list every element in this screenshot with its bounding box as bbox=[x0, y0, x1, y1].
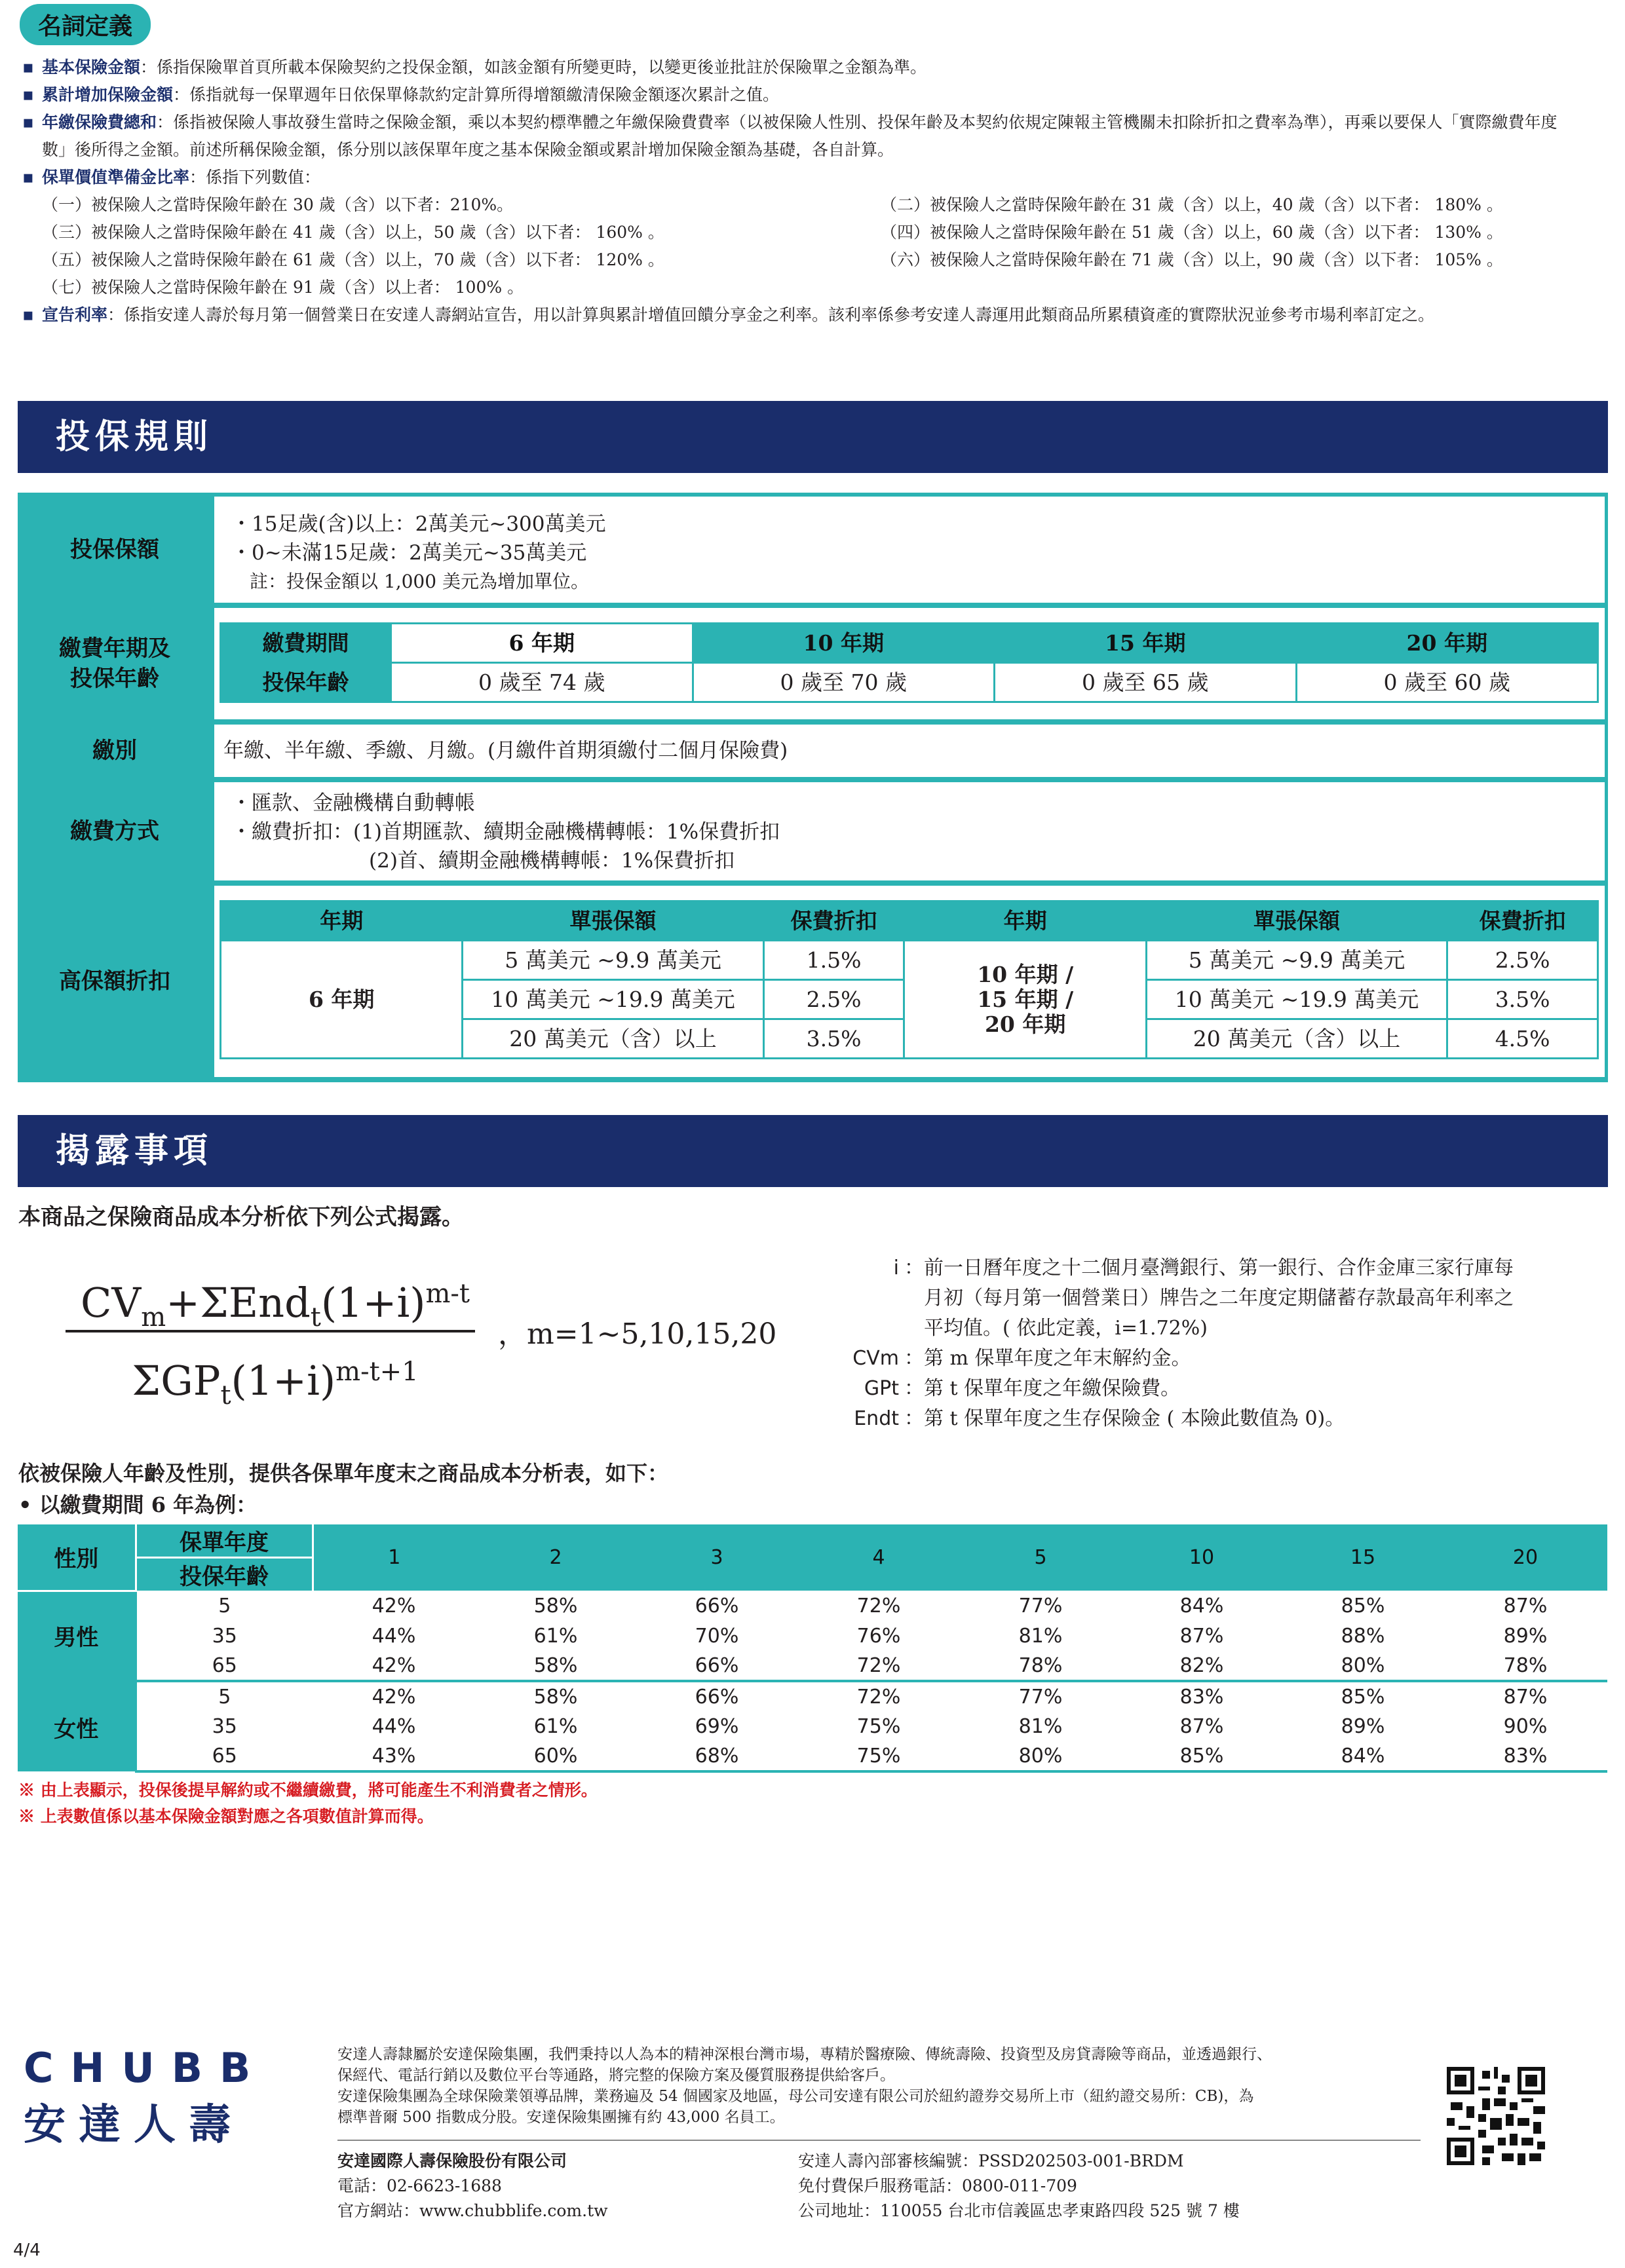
table-row bbox=[18, 1651, 1607, 1681]
ratio-cell: 42% bbox=[372, 1594, 416, 1617]
ratio-cell: 89% bbox=[1341, 1714, 1385, 1738]
ratio-cell: 42% bbox=[313, 1681, 475, 1711]
rule-row-mode bbox=[18, 725, 1608, 777]
rule-label bbox=[18, 608, 212, 719]
ratio-cell: 61% bbox=[533, 1714, 578, 1738]
col-entry-age: 投保年齡 bbox=[136, 1558, 313, 1591]
ratio-cell: 87% bbox=[1443, 1681, 1607, 1711]
rule-line: ・匯款、金融機構自動轉帳 bbox=[231, 791, 475, 815]
ratio-cell: 83% bbox=[1443, 1741, 1607, 1771]
rule-label: 高保額折扣 bbox=[59, 968, 170, 994]
rules-table bbox=[18, 493, 1608, 1082]
ratio-cell: 80% bbox=[1341, 1654, 1385, 1677]
ratio-cell: 77% bbox=[960, 1681, 1121, 1711]
table-row bbox=[18, 1681, 1607, 1711]
legend-item bbox=[826, 1344, 1612, 1374]
legend-symbol: i bbox=[893, 1257, 899, 1279]
rule-label-line: 繳費年期及 bbox=[59, 635, 170, 662]
footer-info bbox=[798, 2149, 1240, 2223]
period-cell: 10 年期 bbox=[693, 624, 995, 663]
definition-text: ：係指保險單首頁所載本保險契約之投保金額，如該金額有所變更時，以變更後並批註於保險單之金額為準。 bbox=[140, 58, 927, 77]
year-head: 1 bbox=[313, 1524, 475, 1591]
definition-term: 基本保險金額 bbox=[42, 58, 141, 77]
formula-denominator: $\Sigma GP_t(1+i)^{m-t+1}$ bbox=[132, 1357, 419, 1410]
discount-head: 年期 bbox=[221, 901, 463, 941]
discount-rate: 4.5% bbox=[1447, 1019, 1598, 1059]
definition-term: 宣告利率 bbox=[42, 305, 108, 324]
rule-line: (2)首、續期金融機構轉帳：1%保費折扣 bbox=[369, 849, 735, 873]
note-line: ※ 由上表顯示，投保後提早解約或不繼續繳費，將可能產生不利消費者之情形。 bbox=[18, 1781, 598, 1800]
age-cell: 0 歲至 74 歲 bbox=[391, 663, 693, 702]
age-cell: 65 bbox=[136, 1741, 313, 1771]
footer-contact bbox=[337, 2149, 608, 2223]
discount-head: 保費折扣 bbox=[763, 901, 904, 941]
formula-m-range: ，m=1~5,10,15,20 bbox=[498, 1317, 777, 1351]
ratio-cell: 66% bbox=[636, 1681, 797, 1711]
age-cell: 5 bbox=[136, 1681, 313, 1711]
ratio-cell: 78% bbox=[1018, 1654, 1063, 1677]
discount-head: 保費折扣 bbox=[1447, 901, 1598, 941]
ratio-cell: 87% bbox=[1179, 1714, 1224, 1738]
table-row bbox=[18, 1591, 1607, 1621]
ratio-cell: 85% bbox=[1121, 1741, 1282, 1771]
discount-head: 單張保額 bbox=[463, 901, 763, 941]
period-cell: 20 年期 bbox=[1296, 624, 1598, 663]
ratio-item: （四）被保險人之當時保險年齡在 51 歲（含）以上，60 歲（含）以下者： 130% 。 bbox=[881, 223, 1503, 242]
cost-table-intro-line: • 以繳費期間 6 年為例： bbox=[18, 1492, 258, 1517]
ratio-cell: 58% bbox=[533, 1654, 578, 1677]
term-line: 15 年期 / bbox=[977, 986, 1074, 1012]
ratio-cell: 72% bbox=[856, 1594, 901, 1617]
ratio-cell: 61% bbox=[533, 1624, 578, 1648]
rule-line: ・15足歲(含)以上：2萬美元~300萬美元 bbox=[231, 512, 606, 536]
discount-head: 單張保額 bbox=[1146, 901, 1447, 941]
rules-section-title: 投保規則 bbox=[18, 401, 1608, 473]
term-line: 10 年期 / bbox=[977, 961, 1074, 987]
ratio-cell: 72% bbox=[856, 1654, 901, 1677]
ratio-cell: 85% bbox=[1282, 1681, 1443, 1711]
table-row bbox=[18, 1741, 1607, 1771]
year-head: 2 bbox=[475, 1524, 636, 1591]
definition-item bbox=[18, 301, 1604, 329]
discount-amount: 5 萬美元 ~9.9 萬美元 bbox=[1146, 941, 1447, 980]
age-cell: 0 歲至 60 歲 bbox=[1296, 663, 1598, 702]
ratio-cell: 66% bbox=[695, 1654, 739, 1677]
bullet-icon: ▪ bbox=[22, 58, 34, 77]
qr-code-icon bbox=[1447, 2067, 1545, 2165]
ratio-cell: 58% bbox=[533, 1594, 578, 1617]
ratio-list bbox=[18, 191, 1604, 301]
bullet-icon: ▪ bbox=[22, 168, 34, 187]
formula-legend bbox=[826, 1253, 1612, 1434]
chubb-logo: CHUBB bbox=[24, 2044, 268, 2092]
ratio-item: （三）被保險人之當時保險年齡在 41 歲（含）以上，50 歲（含）以下者： 160% 。 bbox=[42, 223, 664, 242]
discount-term: 6 年期 bbox=[221, 941, 463, 1059]
ratio-cell: 75% bbox=[797, 1741, 960, 1771]
ratio-cell: 60% bbox=[475, 1741, 636, 1771]
disclosure-notes bbox=[18, 1777, 598, 1830]
ratio-cell: 81% bbox=[1018, 1714, 1063, 1738]
definition-term: 年繳保險費總和 bbox=[42, 113, 157, 132]
year-head: 4 bbox=[797, 1524, 960, 1591]
col-policy-year: 保單年度 bbox=[136, 1524, 313, 1558]
discount-table bbox=[220, 900, 1599, 1059]
term-age-table bbox=[220, 622, 1599, 703]
age-cell: 35 bbox=[136, 1711, 313, 1741]
rule-row-term-age bbox=[18, 608, 1608, 719]
cost-table-intro-line: 依被保險人年齡及性別，提供各保單年度末之商品成本分析表，如下： bbox=[18, 1461, 669, 1486]
legend-symbol: Endt bbox=[854, 1407, 899, 1430]
term-line: 20 年期 bbox=[984, 1011, 1066, 1037]
ratio-cell: 66% bbox=[695, 1594, 739, 1617]
company-website: 官方網站：www.chubblife.com.tw bbox=[337, 2201, 608, 2220]
discount-amount: 20 萬美元（含）以上 bbox=[1146, 1019, 1447, 1059]
legend-item bbox=[826, 1253, 1612, 1344]
discount-rate: 1.5% bbox=[763, 941, 904, 980]
footer-divider bbox=[337, 2140, 1421, 2141]
age-cell: 65 bbox=[136, 1651, 313, 1681]
age-cell: 5 bbox=[136, 1591, 313, 1621]
discount-rate: 3.5% bbox=[763, 1019, 904, 1059]
ratio-cell: 72% bbox=[797, 1681, 960, 1711]
ratio-cell: 84% bbox=[1282, 1741, 1443, 1771]
definition-text: ：係指下列數值： bbox=[189, 168, 321, 187]
definition-text: ：係指就每一保單週年日依保單條款約定計算所得增額繳清保險金額逐次累計之值。 bbox=[173, 85, 780, 104]
service-hotline: 免付費保戶服務電話：0800-011-709 bbox=[798, 2176, 1077, 2195]
rule-content bbox=[214, 497, 1605, 603]
definitions-title: 名詞定義 bbox=[20, 4, 151, 45]
term-head: 繳費期間 bbox=[221, 624, 391, 663]
ratio-cell: 90% bbox=[1503, 1714, 1548, 1738]
legend-symbol: CVm bbox=[852, 1347, 899, 1370]
desc-line: 安達人壽隸屬於安達保險集團，我們秉持以人為本的精神深根台灣市場，專精於醫療險、傳統壽險、投資型及房貸壽險等商品，並透過銀行、 bbox=[337, 2046, 1272, 2063]
age-cell: 0 歲至 65 歲 bbox=[995, 663, 1297, 702]
ratio-cell: 44% bbox=[372, 1624, 416, 1648]
ratio-cell: 58% bbox=[475, 1681, 636, 1711]
gender-cell: 男性 bbox=[18, 1591, 136, 1681]
ratio-item: （七）被保險人之當時保險年齡在 91 歲（含）以上者： 100% 。 bbox=[42, 278, 524, 297]
definition-item bbox=[18, 54, 1604, 81]
legend-line: 月初（每月第一個營業日）牌告之二年度定期儲蓄存款最高年利率之 bbox=[924, 1287, 1514, 1310]
definition-item bbox=[18, 109, 1604, 164]
definitions-list bbox=[18, 54, 1604, 329]
ratio-item: （五）被保險人之當時保險年齡在 61 歲（含）以上，70 歲（含）以下者： 120% 。 bbox=[42, 250, 664, 269]
bullet-icon: ▪ bbox=[22, 85, 34, 105]
rule-label: 繳別 bbox=[92, 738, 137, 764]
rule-note: 註：投保金額以 1,000 美元為增加單位。 bbox=[250, 571, 589, 592]
cost-analysis-table bbox=[18, 1524, 1607, 1773]
year-head: 15 bbox=[1282, 1524, 1443, 1591]
rule-content bbox=[214, 886, 1605, 1077]
rule-content: 年繳、半年繳、季繳、月繳。(月繳件首期須繳付二個月保險費) bbox=[214, 725, 1605, 777]
rule-content bbox=[214, 608, 1605, 719]
company-description bbox=[337, 2044, 1432, 2128]
legend-item bbox=[826, 1374, 1612, 1404]
year-head: 10 bbox=[1121, 1524, 1282, 1591]
ratio-cell: 69% bbox=[695, 1714, 739, 1738]
ratio-cell: 87% bbox=[1503, 1594, 1548, 1617]
rule-label: 投保保額 bbox=[70, 537, 159, 563]
formula-numerator: $CV_m+\Sigma End_t(1+i)^{m-t}$ bbox=[80, 1279, 470, 1332]
col-gender: 性別 bbox=[18, 1524, 136, 1591]
disclosure-section-title: 揭露事項 bbox=[18, 1115, 1608, 1187]
review-number: 安達人壽內部審核編號：PSSD202503-001-BRDM bbox=[798, 2151, 1184, 2170]
ratio-cell: 80% bbox=[960, 1741, 1121, 1771]
ratio-cell: 76% bbox=[856, 1624, 901, 1648]
legend-line: 平均值。( 依此定義，i=1.72%) bbox=[924, 1317, 1208, 1340]
gender-cell: 女性 bbox=[18, 1681, 136, 1771]
age-cell: 0 歲至 70 歲 bbox=[693, 663, 995, 702]
definition-item bbox=[18, 164, 1604, 191]
ratio-cell: 82% bbox=[1179, 1654, 1224, 1677]
rule-label-line: 投保年齡 bbox=[70, 666, 159, 692]
ratio-cell: 42% bbox=[372, 1654, 416, 1677]
period-cell: 6 年期 bbox=[391, 624, 693, 663]
legend-symbol: GPt bbox=[864, 1377, 899, 1400]
discount-amount: 10 萬美元 ~19.9 萬美元 bbox=[1146, 980, 1447, 1019]
ratio-item: （六）被保險人之當時保險年齡在 71 歲（含）以上，90 歲（含）以下者： 105% 。 bbox=[881, 250, 1503, 269]
bullet-icon: ▪ bbox=[22, 113, 34, 132]
rule-content bbox=[214, 782, 1605, 880]
discount-rate: 3.5% bbox=[1447, 980, 1598, 1019]
desc-line: 標準普爾 500 指數成分股。安達保險集團擁有約 43,000 名員工。 bbox=[337, 2109, 785, 2126]
ratio-cell: 81% bbox=[1018, 1624, 1063, 1648]
year-head: 5 bbox=[960, 1524, 1121, 1591]
rule-label: 繳費方式 bbox=[70, 818, 159, 844]
page-number: 4/4 bbox=[13, 2240, 41, 2260]
discount-head: 年期 bbox=[904, 901, 1146, 941]
discount-rate: 2.5% bbox=[1447, 941, 1598, 980]
cost-table-intro bbox=[18, 1458, 668, 1521]
note-line: ※ 上表數值係以基本保險金額對應之各項數值計算而得。 bbox=[18, 1807, 434, 1826]
legend-text bbox=[904, 1253, 1612, 1344]
rule-row-discount bbox=[18, 886, 1608, 1077]
ratio-cell: 89% bbox=[1503, 1624, 1548, 1648]
discount-term bbox=[904, 941, 1146, 1059]
age-head: 投保年齡 bbox=[221, 663, 391, 702]
ratio-cell: 44% bbox=[372, 1714, 416, 1738]
age-cell: 35 bbox=[136, 1621, 313, 1651]
desc-line: 保經代、電話行銷以及數位平台等通路，將完整的保險方案及優質服務提供給客戶。 bbox=[337, 2067, 895, 2084]
table-row bbox=[18, 1621, 1607, 1651]
rule-row-amount bbox=[18, 497, 1608, 603]
rule-line: ・0~未滿15足歲：2萬美元~35萬美元 bbox=[231, 541, 587, 565]
discount-amount: 20 萬美元（含）以上 bbox=[463, 1019, 763, 1059]
definition-item bbox=[18, 81, 1604, 109]
ratio-cell: 88% bbox=[1341, 1624, 1385, 1648]
discount-rate: 2.5% bbox=[763, 980, 904, 1019]
definition-text: ：係指安達人壽於每月第一個營業日在安達人壽網站宣告，用以計算與累計增值回饋分享金之利率。該利率係參考安達人壽運用此類商品所累積資產的實際狀況並參考市場利率訂定之。 bbox=[107, 305, 1435, 324]
legend-item bbox=[826, 1404, 1612, 1434]
ratio-cell: 78% bbox=[1503, 1654, 1548, 1677]
ratio-item: （二）被保險人之當時保險年齡在 31 歲（含）以上，40 歲（含）以下者： 180% 。 bbox=[881, 195, 1503, 214]
cost-formula bbox=[66, 1258, 485, 1411]
discount-amount: 5 萬美元 ~9.9 萬美元 bbox=[463, 941, 763, 980]
definition-text: ：係指被保險人事故發生當時之保險金額，乘以本契約標準體之年繳保險費費率（以被保險人性別、投保年齡及本契約依規定陳報主管機關未扣除折扣之費率為準），再乘以要保人「實際繳費年度數」後所得之金額。前述所稱保險金額，係分別以該保單年度之基本保險金額或累計增加保險金額為基礎，各自計算。 bbox=[42, 113, 1558, 159]
legend-line: ：前一日曆年度之十二個月臺灣銀行、第一銀行、合作金庫三家行庫每 bbox=[904, 1257, 1514, 1279]
company-name: 安達國際人壽保險股份有限公司 bbox=[337, 2151, 567, 2170]
bullet-icon: ▪ bbox=[22, 305, 34, 325]
desc-line: 安達保險集團為全球保險業領導品牌，業務遍及 54 個國家及地區，母公司安達有限公司於紐約證券交易所上市（紐約證交易所：CB)，為 bbox=[337, 2088, 1254, 2105]
company-address: 公司地址：110055 台北市信義區忠孝東路四段 525 號 7 樓 bbox=[798, 2201, 1240, 2220]
table-row bbox=[18, 1711, 1607, 1741]
legend-text: ：第 m 保單年度之年末解約金。 bbox=[904, 1347, 1191, 1370]
disclosure-intro: 本商品之保險商品成本分析依下列公式揭露。 bbox=[18, 1204, 464, 1230]
legend-text: ：第 t 保單年度之年繳保險費。 bbox=[904, 1377, 1181, 1400]
definition-term: 保單價值準備金比率 bbox=[42, 168, 190, 187]
year-head: 20 bbox=[1443, 1524, 1607, 1591]
discount-amount: 10 萬美元 ~19.9 萬美元 bbox=[463, 980, 763, 1019]
period-cell: 15 年期 bbox=[995, 624, 1297, 663]
ratio-cell: 75% bbox=[856, 1714, 901, 1738]
ratio-cell: 43% bbox=[313, 1741, 475, 1771]
legend-text: ：第 t 保單年度之生存保險金 ( 本險此數值為 0)。 bbox=[904, 1407, 1345, 1430]
ratio-item: （一）被保險人之當時保險年齡在 30 歲（含）以下者：210%。 bbox=[42, 195, 514, 214]
rule-row-payment bbox=[18, 782, 1608, 880]
ratio-cell: 84% bbox=[1179, 1594, 1224, 1617]
company-phone: 電話：02-6623-1688 bbox=[337, 2176, 502, 2195]
definition-term: 累計增加保險金額 bbox=[42, 85, 174, 104]
ratio-cell: 83% bbox=[1121, 1681, 1282, 1711]
year-head: 3 bbox=[636, 1524, 797, 1591]
ratio-cell: 70% bbox=[695, 1624, 739, 1648]
rule-line: ・繳費折扣：(1)首期匯款、續期金融機構轉帳：1%保費折扣 bbox=[231, 820, 780, 844]
ratio-cell: 77% bbox=[1018, 1594, 1063, 1617]
ratio-cell: 87% bbox=[1179, 1624, 1224, 1648]
ratio-cell: 68% bbox=[636, 1741, 797, 1771]
chubb-logo-chinese: 安達人壽 bbox=[24, 2100, 244, 2149]
ratio-cell: 85% bbox=[1341, 1594, 1385, 1617]
